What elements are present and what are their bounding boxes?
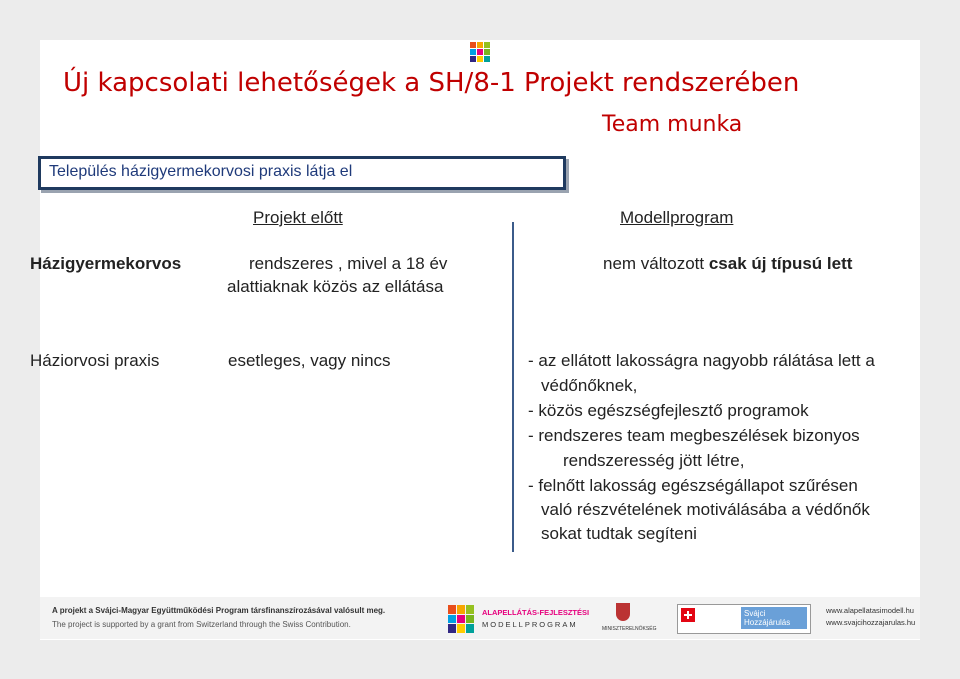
row2-model-line: való részvételének motiválásába a védőnők	[541, 500, 870, 519]
row2-model-line: - közös egészségfejlesztő programok	[528, 401, 809, 420]
row1-model-bold: csak új típusú lett	[708, 254, 853, 273]
row-label-hazigyermekorvos: Házigyermekorvos	[30, 254, 182, 273]
row2-before: esetleges, vagy nincs	[228, 351, 391, 370]
column-header-before: Projekt előtt	[253, 208, 343, 227]
row1-model-prefix: nem változott	[603, 254, 709, 273]
footer-url-2[interactable]: www.svajcihozzajarulas.hu	[826, 618, 916, 627]
footer-grid-logo	[448, 605, 476, 633]
ministry-label: MINISZTERELNÖKSÉG	[602, 626, 657, 632]
row-label-haziorvosi-praxis: Háziorvosi praxis	[30, 351, 160, 370]
coat-of-arms-icon	[616, 603, 630, 621]
column-header-model: Modellprogram	[620, 208, 734, 227]
footer-line-en: The project is supported by a grant from Switzerland through the Swiss Contribution.	[52, 620, 351, 629]
swiss-cross-icon	[681, 608, 695, 622]
footer-brand-line1: ALAPELLÁTÁS-FEJLESZTÉSI	[482, 608, 590, 617]
row2-model-line: sokat tudtak segíteni	[541, 524, 697, 543]
row1-before-line1: rendszeres , mivel a 18 év	[249, 254, 448, 273]
swiss-label: Svájci Hozzájárulás	[744, 609, 791, 627]
statement-box	[38, 156, 566, 190]
footer-line-hu: A projekt a Svájci-Magyar Együttműködési Program társfinanszírozásával valósult meg.	[52, 606, 386, 615]
colorful-grid-logo	[470, 42, 490, 62]
row1-model-text	[603, 254, 852, 274]
row2-model-line: rendszeresség jött létre,	[563, 451, 745, 470]
slide-subtitle: Team munka	[602, 112, 743, 137]
row2-model-line: - rendszeres team megbeszélések bizonyos	[528, 426, 860, 445]
row2-model-line: - az ellátott lakosságra nagyobb rálátása lett a	[528, 351, 875, 370]
slide-title: Új kapcsolati lehetőségek a SH/8-1 Projekt rendszerében	[63, 68, 800, 98]
slide	[40, 40, 920, 640]
footer-url-1[interactable]: www.alapellatasimodell.hu	[826, 606, 914, 615]
statement-text: Település házigyermekorvosi praxis látja el	[49, 163, 353, 180]
row2-model-line: - felnőtt lakosság egészségállapot szűrésen	[528, 476, 858, 495]
column-divider	[512, 222, 514, 552]
row1-before-line2: alattiaknak közös az ellátása	[227, 277, 444, 296]
footer-brand-line2: MODELLPROGRAM	[482, 620, 578, 629]
row2-model-line: védőnőknek,	[541, 376, 638, 395]
